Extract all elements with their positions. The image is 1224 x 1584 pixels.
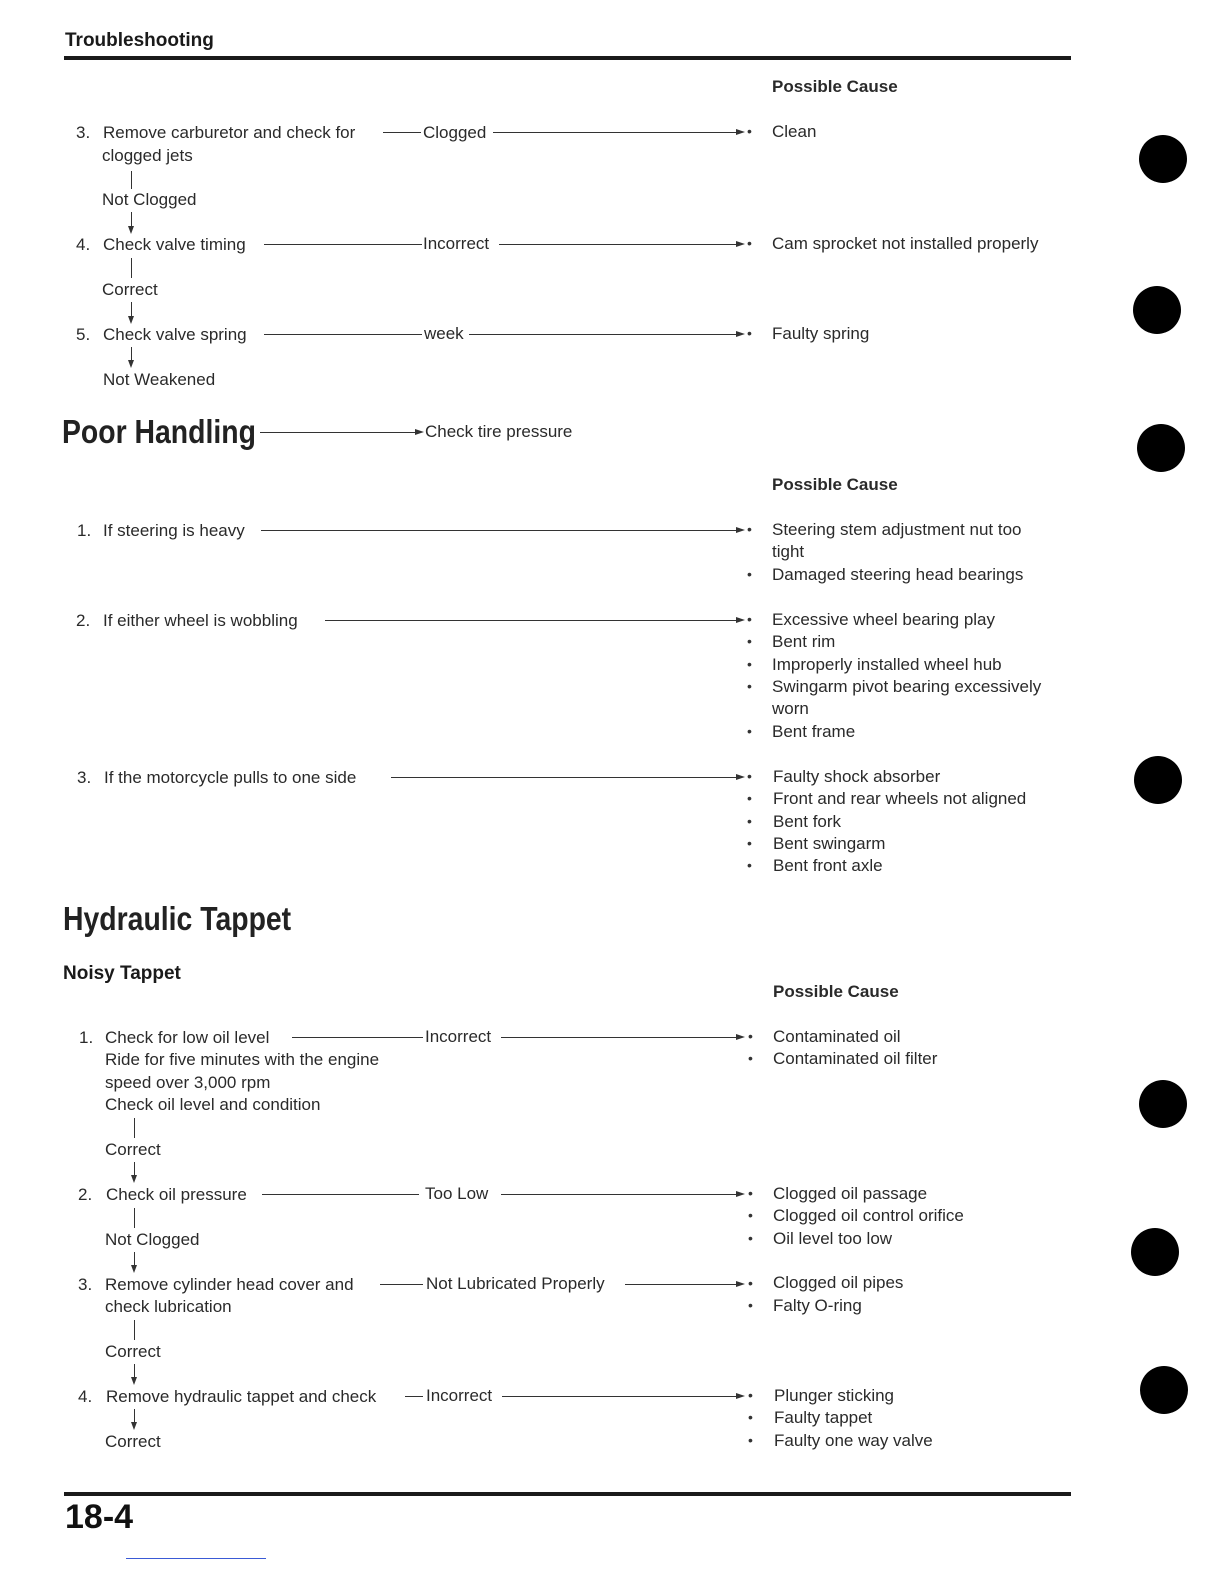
bullet: • <box>747 123 752 139</box>
step-number: 1. <box>77 521 92 540</box>
possible-cause-heading: Possible Cause <box>772 475 898 494</box>
connector-line <box>260 432 416 433</box>
cause-item: Cam sprocket not installed properly <box>772 234 1039 253</box>
flow-line <box>131 258 132 278</box>
section-title-poor-handling: Poor Handling <box>62 413 256 450</box>
cause-item: Damaged steering head bearings <box>772 565 1024 584</box>
bullet: • <box>748 1230 753 1246</box>
flow-result: Not Clogged <box>102 190 197 209</box>
binder-hole <box>1139 1080 1187 1128</box>
step-text: Check oil pressure <box>106 1185 247 1204</box>
flow-arrow <box>128 360 134 368</box>
branch-label: Incorrect <box>426 1386 493 1405</box>
cause-item: Contaminated oil filter <box>773 1049 938 1068</box>
flow-result: Not Clogged <box>105 1230 200 1249</box>
step-text: Remove cylinder head cover and <box>105 1275 354 1294</box>
cause-item: Clogged oil passage <box>773 1184 928 1203</box>
footer-rule <box>64 1492 1071 1496</box>
step-number: 2. <box>76 611 91 630</box>
binder-hole <box>1131 1228 1179 1276</box>
connector-line <box>264 244 422 245</box>
step-number: 3. <box>76 123 91 142</box>
branch-label: Too Low <box>425 1184 489 1203</box>
bullet: • <box>748 1028 753 1044</box>
cause-item: Faulty tappet <box>774 1408 873 1427</box>
cause-item: Bent frame <box>772 722 856 741</box>
step-text-cont: Check oil level and condition <box>105 1095 321 1114</box>
branch-label: week <box>424 324 464 343</box>
arrow-line <box>469 334 738 335</box>
cause-item-cont: tight <box>772 542 805 561</box>
step-text-cont: check lubrication <box>105 1297 232 1316</box>
arrow-line <box>502 1396 738 1397</box>
binder-hole <box>1140 1366 1188 1414</box>
possible-cause-heading: Possible Cause <box>772 77 898 96</box>
flow-line <box>131 347 132 361</box>
cause-item: Front and rear wheels not aligned <box>773 789 1027 808</box>
cause-item: Clogged oil control orifice <box>773 1206 964 1225</box>
binder-hole <box>1139 135 1187 183</box>
bullet: • <box>747 633 752 649</box>
arrow-head <box>736 1393 745 1399</box>
bullet: • <box>747 325 752 341</box>
bullet: • <box>748 1409 753 1425</box>
arrow-line <box>625 1284 738 1285</box>
step-number: 4. <box>76 235 91 254</box>
connector-line <box>292 1037 423 1038</box>
flow-line <box>134 1208 135 1228</box>
arrow-head <box>736 129 745 135</box>
header-rule <box>64 56 1071 60</box>
step-text: Remove carburetor and check for <box>103 123 356 142</box>
arrow-head <box>736 1191 745 1197</box>
step-text: Check valve spring <box>103 325 247 344</box>
bullet: • <box>748 1297 753 1313</box>
flow-arrow <box>131 1265 137 1273</box>
section-header: Troubleshooting <box>65 30 214 51</box>
branch-label: Incorrect <box>425 1027 492 1046</box>
flow-line <box>134 1364 135 1378</box>
arrow-head <box>736 1281 745 1287</box>
cause-item: Swingarm pivot bearing excessively <box>772 677 1042 696</box>
connector-line <box>380 1284 423 1285</box>
step-text-cont: speed over 3,000 rpm <box>105 1073 271 1092</box>
cause-item: Clean <box>772 122 817 141</box>
bullet: • <box>748 1185 753 1201</box>
arrow-line <box>499 244 738 245</box>
bullet: • <box>747 790 752 806</box>
step-text: If steering is heavy <box>103 521 245 540</box>
flow-result: Correct <box>105 1432 161 1451</box>
flow-result: Not Weakened <box>103 370 216 389</box>
subsection-title: Noisy Tappet <box>63 963 181 984</box>
binder-hole <box>1134 756 1182 804</box>
step-number: 1. <box>79 1028 94 1047</box>
step-number: 4. <box>78 1387 93 1406</box>
flow-result: Correct <box>102 280 158 299</box>
arrow-head <box>736 1034 745 1040</box>
cause-item: Steering stem adjustment nut too <box>772 520 1022 539</box>
cause-item-cont: worn <box>772 699 809 718</box>
bullet: • <box>747 656 752 672</box>
binder-hole <box>1137 424 1185 472</box>
arrow-head <box>415 429 424 435</box>
cause-item: Bent front axle <box>773 856 883 875</box>
footer-underline <box>126 1558 266 1559</box>
bullet: • <box>748 1207 753 1223</box>
step-text: Check for low oil level <box>105 1028 270 1047</box>
arrow-line <box>391 777 738 778</box>
step-number: 2. <box>78 1185 93 1204</box>
bullet: • <box>748 1275 753 1291</box>
bullet: • <box>747 521 752 537</box>
flow-result: Correct <box>105 1140 161 1159</box>
bullet: • <box>747 235 752 251</box>
branch-label: Not Lubricated Properly <box>426 1274 605 1293</box>
step-text: Check valve timing <box>103 235 246 254</box>
arrow-head <box>736 774 745 780</box>
bullet: • <box>748 1387 753 1403</box>
cause-item: Clogged oil pipes <box>773 1273 904 1292</box>
step-text: If the motorcycle pulls to one side <box>104 768 357 787</box>
page-number: 18-4 <box>65 1498 134 1536</box>
cause-item: Bent rim <box>772 632 836 651</box>
flow-arrow <box>131 1422 137 1430</box>
bullet: • <box>747 678 752 694</box>
flow-arrow <box>128 226 134 234</box>
arrow-head <box>736 527 745 533</box>
cause-item: Bent fork <box>773 812 842 831</box>
bullet: • <box>748 1050 753 1066</box>
flow-line <box>134 1118 135 1138</box>
step-number: 3. <box>78 1275 93 1294</box>
connector-line <box>264 334 422 335</box>
flow-line <box>134 1409 135 1423</box>
step-number: 5. <box>76 325 91 344</box>
bullet: • <box>747 611 752 627</box>
connector-line <box>383 132 421 133</box>
cause-item: Oil level too low <box>773 1229 893 1248</box>
binder-hole <box>1133 286 1181 334</box>
arrow-line <box>501 1037 738 1038</box>
check-tire-pressure: Check tire pressure <box>425 422 573 441</box>
branch-label: Clogged <box>423 123 487 142</box>
cause-item: Excessive wheel bearing play <box>772 610 996 629</box>
flow-line <box>134 1252 135 1266</box>
step-text-cont: clogged jets <box>102 146 193 165</box>
cause-item: Plunger sticking <box>774 1386 895 1405</box>
flow-line <box>134 1162 135 1176</box>
cause-item: Faulty spring <box>772 324 870 343</box>
connector-line <box>262 1194 419 1195</box>
flow-arrow <box>131 1175 137 1183</box>
cause-item: Faulty shock absorber <box>773 767 941 786</box>
arrow-line <box>501 1194 738 1195</box>
branch-label: Incorrect <box>423 234 490 253</box>
flow-line <box>131 171 132 189</box>
cause-item: Contaminated oil <box>773 1027 901 1046</box>
bullet: • <box>747 857 752 873</box>
arrow-head <box>736 241 745 247</box>
step-text-cont: Ride for five minutes with the engine <box>105 1050 380 1069</box>
cause-item: Falty O-ring <box>773 1296 862 1315</box>
arrow-line <box>261 530 738 531</box>
arrow-line <box>325 620 738 621</box>
bullet: • <box>747 566 752 582</box>
section-title-hydraulic-tappet: Hydraulic Tappet <box>63 900 292 937</box>
cause-item: Improperly installed wheel hub <box>772 655 1002 674</box>
flow-line <box>134 1320 135 1340</box>
cause-item: Faulty one way valve <box>774 1431 933 1450</box>
cause-item: Bent swingarm <box>773 834 886 853</box>
bullet: • <box>747 813 752 829</box>
possible-cause-heading: Possible Cause <box>773 982 899 1001</box>
bullet: • <box>747 835 752 851</box>
bullet: • <box>748 1432 753 1448</box>
bullet: • <box>747 723 752 739</box>
bullet: • <box>747 768 752 784</box>
flow-arrow <box>131 1377 137 1385</box>
arrow-line <box>493 132 738 133</box>
step-text: If either wheel is wobbling <box>103 611 298 630</box>
connector-line <box>405 1396 423 1397</box>
arrow-head <box>736 331 745 337</box>
arrow-head <box>736 617 745 623</box>
flow-result: Correct <box>105 1342 161 1361</box>
step-text: Remove hydraulic tappet and check <box>106 1387 377 1406</box>
step-number: 3. <box>77 768 92 787</box>
flow-arrow <box>128 316 134 324</box>
